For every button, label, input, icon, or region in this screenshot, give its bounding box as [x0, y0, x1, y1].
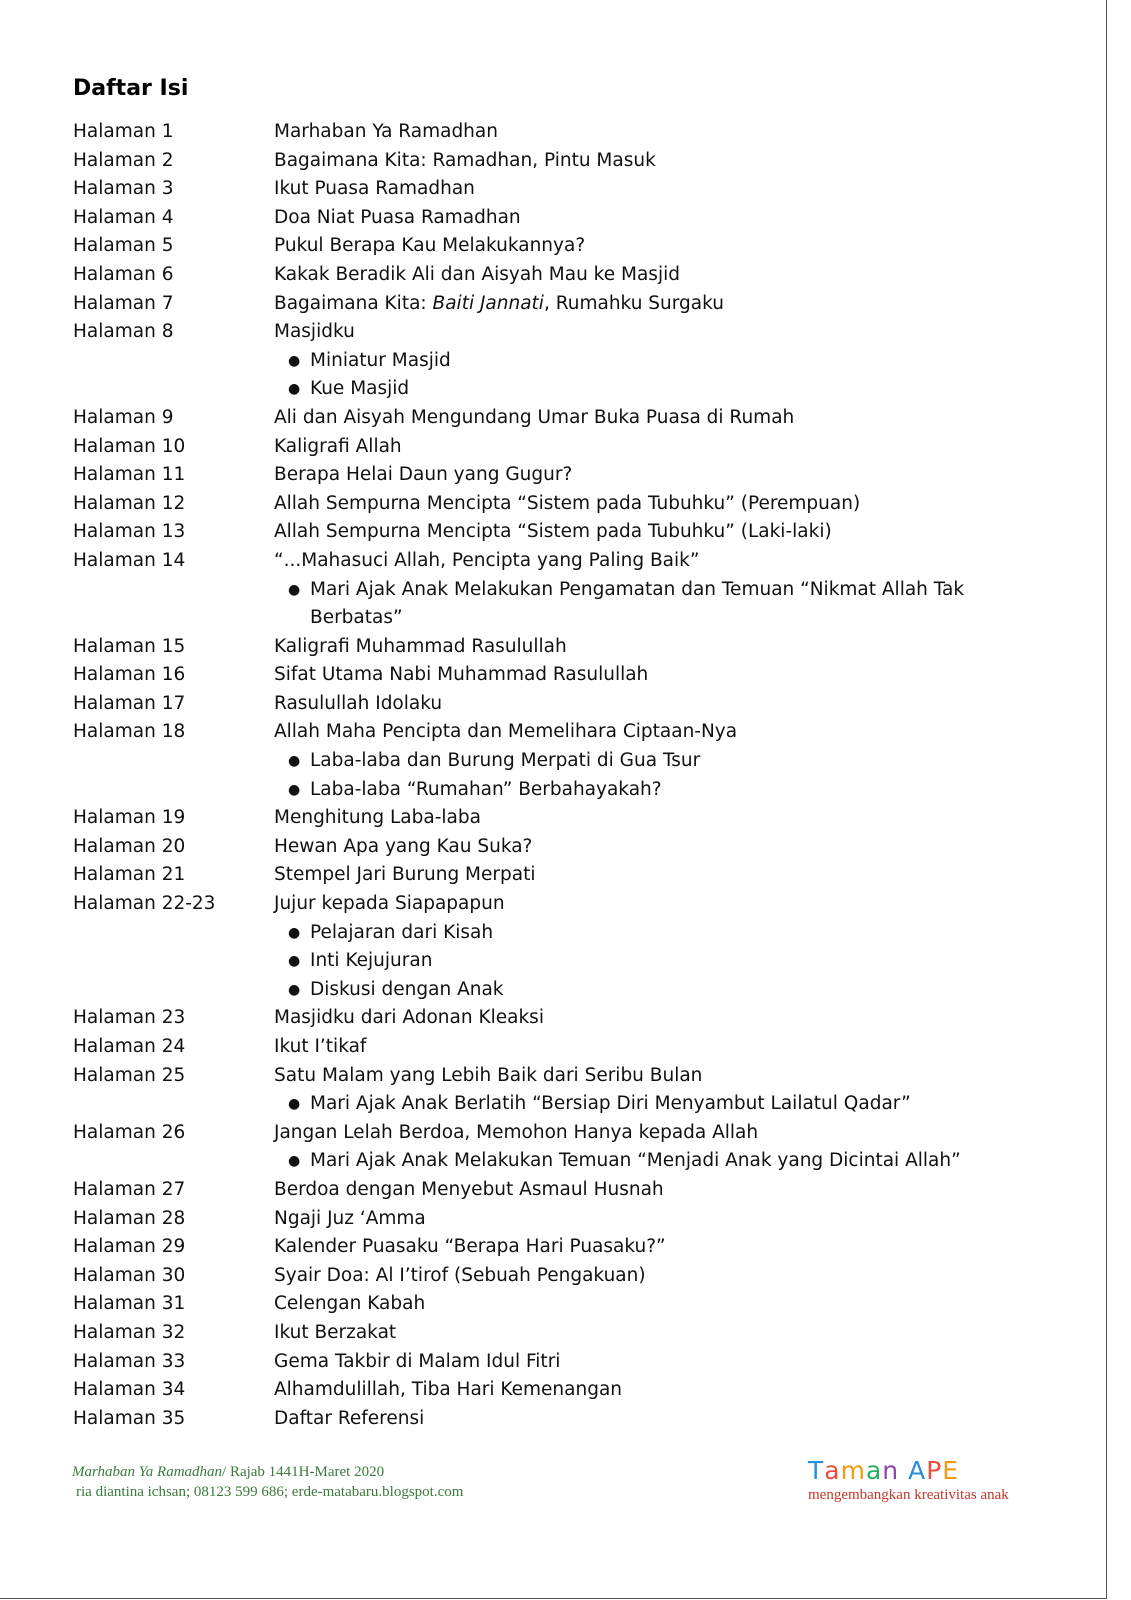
- toc-row: [73, 1233, 1073, 1262]
- logo-letter: m: [840, 1456, 866, 1485]
- toc-entry-title-italic: Baiti Jannati: [432, 292, 544, 314]
- toc-row: [73, 518, 1073, 547]
- toc-entry-title: Daftar Referensi: [274, 1407, 425, 1429]
- logo-letter: T: [808, 1456, 825, 1485]
- toc-row: [73, 1119, 1073, 1148]
- toc-row: [73, 204, 1073, 233]
- toc-sub-item: [73, 776, 1073, 805]
- logo-letter: [899, 1456, 908, 1486]
- bullet-icon: ●: [288, 753, 301, 770]
- toc-sub-item: [73, 747, 1073, 776]
- toc-row: [73, 404, 1073, 433]
- toc-row: [73, 690, 1073, 719]
- logo-name: [808, 1456, 1009, 1486]
- bullet-icon: ●: [288, 781, 301, 798]
- toc-row: [73, 661, 1073, 690]
- toc-entry-title: Ikut Puasa Ramadhan: [274, 178, 475, 200]
- toc-page-label: Halaman 34: [73, 1379, 186, 1401]
- toc-entry-title: Doa Niat Puasa Ramadhan: [274, 206, 521, 228]
- page-title: Daftar Isi: [73, 76, 189, 101]
- toc-page-label: Halaman 17: [73, 692, 186, 714]
- toc-entry-title: Syair Doa: Al I’tirof (Sebuah Pengakuan): [274, 1264, 646, 1286]
- toc-entry-title: Gema Takbir di Malam Idul Fitri: [274, 1350, 561, 1372]
- toc-entry-title: Hewan Apa yang Kau Suka?: [274, 835, 533, 857]
- toc-page-label: Halaman 3: [73, 178, 174, 200]
- toc-page-label: Halaman 20: [73, 835, 186, 857]
- bullet-icon: ●: [288, 1096, 301, 1113]
- toc-row: [73, 461, 1073, 490]
- toc-entry-title: Allah Sempurna Mencipta “Sistem pada Tubuhku” (Perempuan): [274, 492, 861, 514]
- toc-page-label: Halaman 4: [73, 206, 174, 228]
- toc-row: [73, 1033, 1073, 1062]
- footer-date: / Rajab 1441H-Maret 2020: [222, 1464, 385, 1480]
- toc-sub-item-text: Inti Kejujuran: [310, 950, 433, 972]
- toc-page-label: Halaman 27: [73, 1178, 186, 1200]
- toc-entry-title: Kaligrafi Allah: [274, 435, 402, 457]
- toc-page-label: Halaman 19: [73, 807, 186, 829]
- footer-book-title: Marhaban Ya Ramadhan: [72, 1464, 223, 1480]
- bullet-icon: ●: [288, 924, 301, 941]
- toc-sub-item: [73, 1147, 1073, 1176]
- toc-sub-item-text: Diskusi dengan Anak: [310, 978, 504, 1000]
- toc-page-label: Halaman 18: [73, 721, 186, 743]
- toc-page-label: Halaman 23: [73, 1007, 186, 1029]
- toc-row: [73, 147, 1073, 176]
- toc-row: [73, 232, 1073, 261]
- toc-sub-item-text: Laba-laba dan Burung Merpati di Gua Tsur: [310, 750, 701, 772]
- toc-sub-item: [73, 576, 1073, 633]
- toc-page-label: Halaman 12: [73, 492, 186, 514]
- taman-ape-logo: [808, 1456, 1009, 1504]
- toc-page-label: Halaman 31: [73, 1293, 186, 1315]
- toc-entry-title: [274, 290, 1073, 319]
- toc-page-label: Halaman 35: [73, 1407, 186, 1429]
- toc-entry-title: Jujur kepada Siapapapun: [274, 893, 505, 915]
- toc-row: [73, 261, 1073, 290]
- toc-page-label: Halaman 14: [73, 549, 186, 571]
- toc-row: [73, 290, 1073, 319]
- toc-row: [73, 1405, 1073, 1434]
- toc-row: [73, 547, 1073, 576]
- toc-page-label: Halaman 15: [73, 635, 186, 657]
- toc-row: [73, 118, 1073, 147]
- toc-entry-title: Ngaji Juz ‘Amma: [274, 1207, 426, 1229]
- toc-entry-title: Berdoa dengan Menyebut Asmaul Husnah: [274, 1178, 664, 1200]
- toc-page-label: Halaman 5: [73, 235, 174, 257]
- toc-sub-item: [73, 347, 1073, 376]
- toc-page-label: Halaman 26: [73, 1121, 186, 1143]
- toc-page-label: Halaman 2: [73, 149, 174, 171]
- bullet-icon: ●: [288, 953, 301, 970]
- toc-entry-title: Berapa Helai Daun yang Gugur?: [274, 464, 573, 486]
- toc-entry-title: Kalender Puasaku “Berapa Hari Puasaku?”: [274, 1236, 666, 1258]
- toc-sub-item-text: Kue Masjid: [310, 378, 410, 400]
- toc-entry-title: Allah Maha Pencipta dan Memelihara Ciptaan-Nya: [274, 721, 738, 743]
- toc-sub-item: [73, 1090, 1073, 1119]
- toc-row: [73, 833, 1073, 862]
- toc-row: [73, 1319, 1073, 1348]
- toc-sub-item-text: Miniatur Masjid: [310, 349, 451, 371]
- toc-row: [73, 433, 1073, 462]
- toc-entry-title: Kaligrafi Muhammad Rasulullah: [274, 635, 567, 657]
- toc-page-label: Halaman 32: [73, 1321, 186, 1343]
- logo-letter: a: [824, 1456, 841, 1485]
- toc-row: [73, 1348, 1073, 1377]
- toc-entry-title: “...Mahasuci Allah, Pencipta yang Paling Baik”: [274, 549, 700, 571]
- toc-page-label: Halaman 10: [73, 435, 186, 457]
- footer-credits: [72, 1462, 463, 1502]
- toc-row: [73, 1290, 1073, 1319]
- toc-row: [73, 1376, 1073, 1405]
- toc-entry-title: Alhamdulillah, Tiba Hari Kemenangan: [274, 1379, 623, 1401]
- toc-row: [73, 861, 1073, 890]
- toc-page-label: Halaman 29: [73, 1236, 186, 1258]
- toc-entry-title: Ali dan Aisyah Mengundang Umar Buka Puasa di Rumah: [274, 406, 795, 428]
- footer-contact: ria diantina ichsan; 08123 599 686; erde-matabaru.blogspot.com: [76, 1484, 464, 1500]
- toc-sub-item: [73, 947, 1073, 976]
- toc-entry-title: Kakak Beradik Ali dan Aisyah Mau ke Masjid: [274, 263, 680, 285]
- toc-entry-title: Ikut I’tikaf: [274, 1036, 367, 1057]
- toc-page-label: Halaman 33: [73, 1350, 186, 1372]
- toc-row: [73, 1176, 1073, 1205]
- toc-row: [73, 633, 1073, 662]
- toc-row: [73, 804, 1073, 833]
- toc-entry-title: Jangan Lelah Berdoa, Memohon Hanya kepada Allah: [274, 1121, 759, 1143]
- logo-letter: A: [908, 1456, 927, 1485]
- toc-row: [73, 718, 1073, 747]
- toc-page-label: Halaman 6: [73, 263, 174, 285]
- toc-entry-title-suffix: , Rumahku Surgaku: [543, 292, 724, 314]
- toc-page-label: Halaman 1: [73, 121, 174, 142]
- toc-page-label: Halaman 24: [73, 1036, 186, 1057]
- toc-row: [73, 490, 1073, 519]
- logo-tagline: mengembangkan kreativitas anak: [808, 1487, 1009, 1503]
- toc-sub-item-text: Mari Ajak Anak Melakukan Temuan “Menjadi Anak yang Dicintai Allah”: [310, 1150, 961, 1172]
- toc-sub-item-text: Mari Ajak Anak Melakukan Pengamatan dan Temuan “Nikmat Allah Tak Berbatas”: [310, 578, 965, 629]
- toc-entry-title-prefix: Bagaimana Kita:: [274, 292, 433, 314]
- bullet-icon: ●: [288, 1153, 301, 1170]
- bullet-icon: ●: [288, 381, 301, 398]
- toc-sub-item-text: Pelajaran dari Kisah: [310, 921, 494, 943]
- toc-sub-item: [73, 976, 1073, 1005]
- toc-page-label: Halaman 8: [73, 321, 174, 343]
- toc-page-label: Halaman 21: [73, 864, 186, 886]
- toc-sub-item: [73, 375, 1073, 404]
- toc-entry-title: Sifat Utama Nabi Muhammad Rasulullah: [274, 664, 649, 686]
- toc-page-label: Halaman 28: [73, 1207, 186, 1229]
- toc-page-label: Halaman 22-23: [73, 893, 216, 915]
- toc-row: [73, 175, 1073, 204]
- toc-sub-item-text: Laba-laba “Rumahan” Berbahayakah?: [310, 778, 662, 800]
- toc-entry-title: Masjidku: [274, 321, 355, 343]
- toc-entry-title: Pukul Berapa Kau Melakukannya?: [274, 235, 586, 257]
- toc-entry-title: Masjidku dari Adonan Kleaksi: [274, 1007, 544, 1029]
- logo-letter: P: [926, 1456, 943, 1485]
- toc-row: [73, 1262, 1073, 1291]
- logo-letter: n: [882, 1456, 900, 1485]
- toc-entry-title: Marhaban Ya Ramadhan: [274, 121, 498, 142]
- toc-page-label: Halaman 13: [73, 521, 186, 543]
- toc-entry-title: Ikut Berzakat: [274, 1321, 397, 1343]
- toc-page-label: Halaman 16: [73, 664, 186, 686]
- bullet-icon: ●: [288, 581, 301, 598]
- toc-row: [73, 1004, 1073, 1033]
- toc-page-label: Halaman 7: [73, 292, 174, 314]
- toc-row: [73, 318, 1073, 347]
- toc-entry-title: Satu Malam yang Lebih Baik dari Seribu Bulan: [274, 1064, 703, 1086]
- toc-row: [73, 1062, 1073, 1091]
- toc-entry-title: Rasulullah Idolaku: [274, 692, 443, 714]
- toc-row: [73, 890, 1073, 919]
- toc-page-label: Halaman 30: [73, 1264, 186, 1286]
- toc-entry-title: Stempel Jari Burung Merpati: [274, 864, 536, 886]
- toc-entry-title: Allah Sempurna Mencipta “Sistem pada Tubuhku” (Laki-laki): [274, 521, 832, 543]
- bullet-icon: ●: [288, 352, 301, 369]
- table-of-contents: [73, 118, 1073, 1433]
- logo-letter: E: [942, 1456, 960, 1485]
- toc-sub-item: [73, 919, 1073, 948]
- logo-letter: a: [865, 1456, 883, 1485]
- toc-row: [73, 1205, 1073, 1234]
- toc-entry-title: Bagaimana Kita: Ramadhan, Pintu Masuk: [274, 149, 656, 171]
- toc-sub-item-text: Mari Ajak Anak Berlatih “Bersiap Diri Menyambut Lailatul Qadar”: [310, 1093, 911, 1115]
- toc-page-label: Halaman 25: [73, 1064, 186, 1086]
- bullet-icon: ●: [288, 981, 301, 998]
- toc-entry-title: Menghitung Laba-laba: [274, 807, 481, 829]
- toc-entry-title: Celengan Kabah: [274, 1293, 426, 1315]
- toc-page-label: Halaman 9: [73, 406, 174, 428]
- toc-page-label: Halaman 11: [73, 464, 186, 486]
